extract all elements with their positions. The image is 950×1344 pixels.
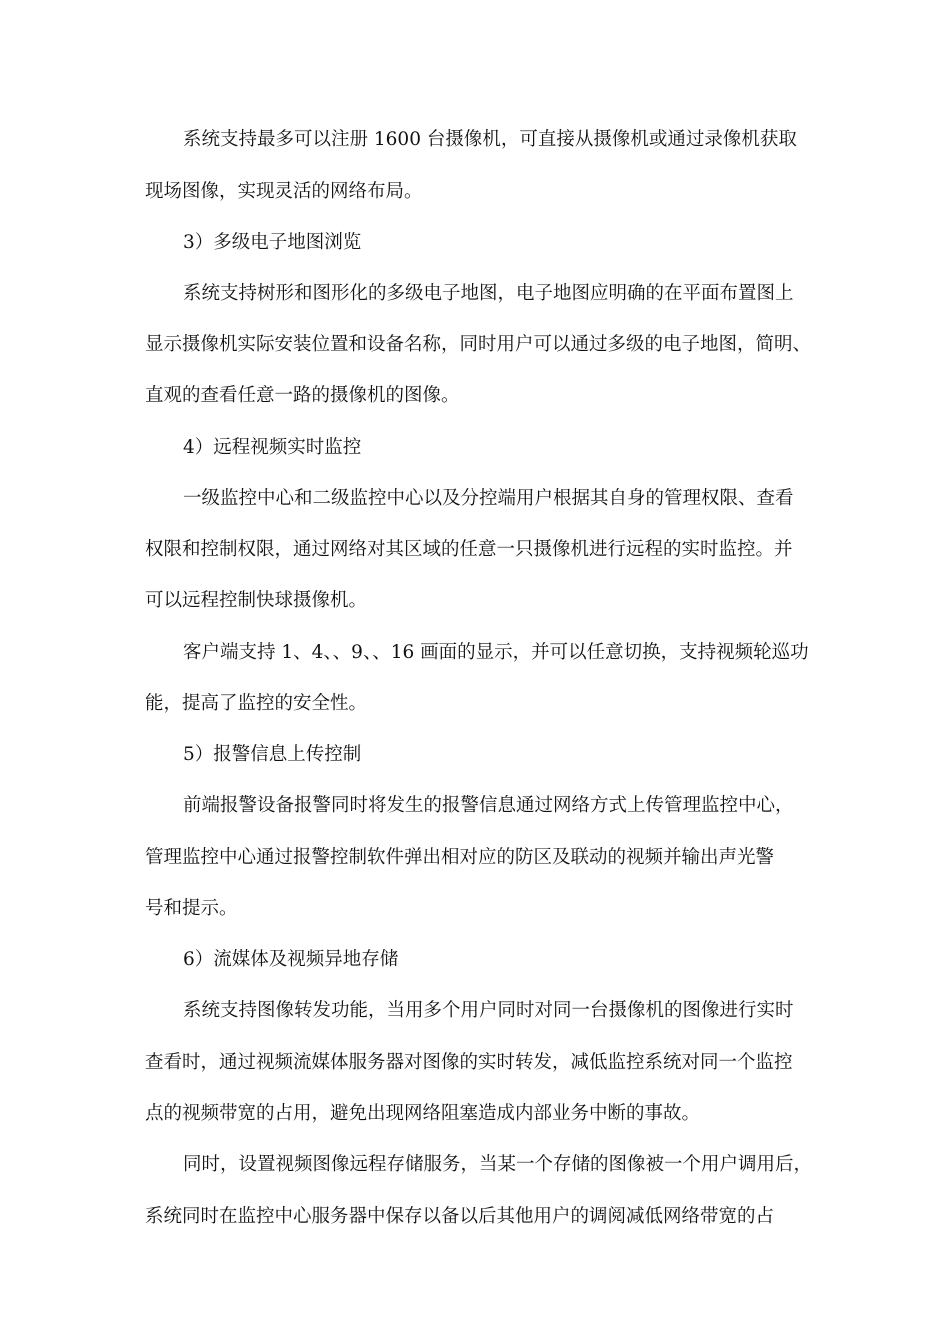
paragraph-line: 同时，设置视频图像远程存储服务，当某一个存储的图像被一个用户调用后， [183, 1154, 813, 1175]
section-heading: 5）报警信息上传控制 [183, 744, 362, 765]
paragraph-line: 系统支持图像转发功能，当用多个用户同时对同一台摄像机的图像进行实时 [183, 1000, 794, 1021]
paragraph-line: 权限和控制权限，通过网络对其区域的任意一只摄像机进行远程的实时监控。并 [145, 539, 793, 560]
paragraph-line: 点的视频带宽的占用，避免出现网络阻塞造成内部业务中断的事故。 [145, 1103, 701, 1124]
paragraph-line: 管理监控中心通过报警控制软件弹出相对应的防区及联动的视频并输出声光警 [145, 847, 775, 868]
paragraph-line: 现场图像，实现灵活的网络布局。 [145, 181, 423, 202]
paragraph-line: 客户端支持 1、4、、9、、16 画面的显示，并可以任意切换，支持视频轮巡功 [183, 642, 809, 663]
paragraph-line: 系统同时在监控中心服务器中保存以备以后其他用户的调阅减低网络带宽的占 [145, 1206, 775, 1227]
paragraph-line: 系统支持最多可以注册 1600 台摄像机，可直接从摄像机或通过录像机获取 [183, 129, 797, 150]
paragraph-line: 能，提高了监控的安全性。 [145, 693, 368, 714]
paragraph-line: 查看时，通过视频流媒体服务器对图像的实时转发，减低监控系统对同一个监控 [145, 1052, 793, 1073]
paragraph-line: 前端报警设备报警同时将发生的报警信息通过网络方式上传管理监控中心， [183, 795, 794, 816]
paragraph-line: 直观的查看任意一路的摄像机的图像。 [145, 385, 460, 406]
section-heading: 3）多级电子地图浏览 [183, 232, 362, 253]
paragraph-line: 可以远程控制快球摄像机。 [145, 590, 368, 611]
paragraph-line: 一级监控中心和二级监控中心以及分控端用户根据其自身的管理权限、查看 [183, 488, 794, 509]
paragraph-line: 显示摄像机实际安装位置和设备名称，同时用户可以通过多级的电子地图，简明、 [145, 334, 812, 355]
section-heading: 6）流媒体及视频异地存储 [183, 949, 399, 970]
paragraph-line: 号和提示。 [145, 898, 238, 919]
paragraph-line: 系统支持树形和图形化的多级电子地图，电子地图应明确的在平面布置图上 [183, 283, 794, 304]
section-heading: 4）远程视频实时监控 [183, 437, 362, 458]
